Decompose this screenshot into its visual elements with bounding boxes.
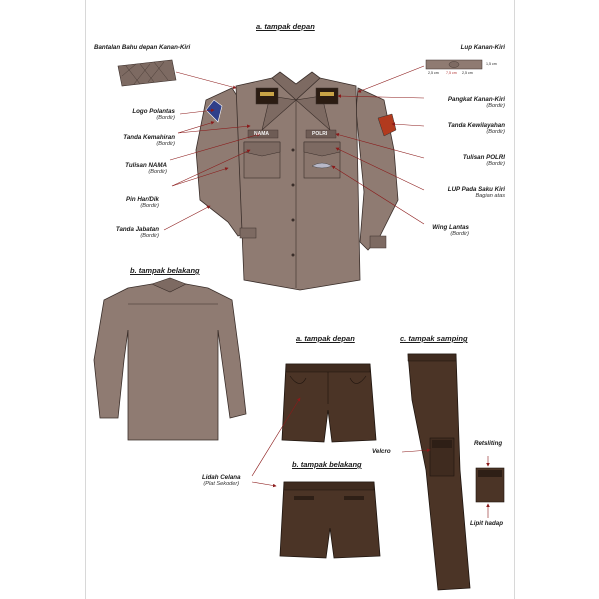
- label-wing-lantas-sub: (Bordir): [450, 231, 469, 237]
- label-shoulder-pad-title: Bantalan Bahu depan Kanan-Kiri: [94, 44, 191, 51]
- label-pangkat-sub: (Bordir): [486, 103, 505, 109]
- polri-tag-text: POLRI: [312, 131, 328, 137]
- label-kewilayahan-title: Tanda Kewilayahan: [447, 122, 505, 129]
- name-tag-text: NAMA: [254, 131, 269, 137]
- label-pin-hardik-sub: (Bordir): [140, 203, 159, 209]
- heading-pants-front: a. tampak depan: [296, 334, 355, 343]
- shoulder-pad-detail: [118, 60, 176, 86]
- label-wing-lantas: [432, 224, 469, 238]
- label-kewilayahan: [448, 122, 505, 136]
- label-tulisan-polri-sub: (Bordir): [486, 161, 505, 167]
- label-lup-saku: [448, 186, 505, 200]
- label-tanda-kemahiran: [123, 134, 175, 148]
- label-retsliting: Retsliting: [474, 440, 503, 447]
- label-pin-hardik-title: Pin Har/Dik: [125, 196, 159, 203]
- label-wing-lantas-title: Wing Lantas: [432, 224, 469, 231]
- label-tanda-jabatan: [116, 226, 159, 240]
- label-lup-saku-title: LUP Pada Saku Kiri: [447, 186, 505, 193]
- label-lup-title: Lup Kanan-Kiri: [460, 44, 505, 51]
- pants-front: [282, 364, 376, 442]
- label-tanda-kemahiran-title: Tanda Kemahiran: [123, 134, 175, 141]
- label-tulisan-nama-sub: (Bordir): [148, 169, 167, 175]
- label-lidah-celana: [202, 474, 241, 488]
- label-velcro: Velcro: [372, 448, 391, 455]
- heading-front-view: a. tampak depan: [256, 22, 315, 31]
- label-lup-saku-sub: Bagian atas: [475, 193, 505, 199]
- label-tulisan-nama: [125, 162, 167, 176]
- label-pin-hardik: [126, 196, 159, 210]
- shirt-back: [94, 278, 246, 440]
- label-tanda-jabatan-title: Tanda Jabatan: [115, 226, 159, 233]
- loop-dim-b: 2,5 cm: [462, 71, 473, 75]
- label-logo-polantas: [132, 108, 175, 122]
- label-tanda-kemahiran-sub: (Bordir): [156, 141, 175, 147]
- label-lidah-celana-title: Lidah Celana: [202, 474, 241, 481]
- label-kewilayahan-sub: (Bordir): [486, 129, 505, 135]
- shirt-front: [196, 72, 398, 290]
- label-lup: [461, 44, 505, 51]
- label-lidah-celana-sub: (Plat Sekoder): [203, 481, 240, 487]
- loop-dim-a: 2,5 cm: [428, 71, 439, 75]
- label-tulisan-polri: [463, 154, 505, 168]
- heading-back-view: b. tampak belakang: [130, 266, 200, 275]
- loop-dim-c: 1,5 cm: [486, 62, 497, 66]
- heading-pants-back: b. tampak belakang: [292, 460, 362, 469]
- heading-pants-side: c. tampak samping: [400, 334, 468, 343]
- loop-detail: [426, 60, 482, 69]
- label-tulisan-nama-title: Tulisan NAMA: [125, 162, 167, 169]
- label-logo-polantas-sub: (Bordir): [156, 115, 175, 121]
- pocket-detail: [476, 468, 504, 502]
- pants-side: [408, 354, 470, 590]
- label-lipit-hadap: Lipit hadap: [470, 520, 503, 527]
- label-pangkat-title: Pangkat Kanan-Kiri: [447, 96, 505, 103]
- label-tulisan-polri-title: Tulisan POLRI: [462, 154, 505, 161]
- label-shoulder-pad: [94, 44, 190, 51]
- label-logo-polantas-title: Logo Polantas: [132, 108, 175, 115]
- label-tanda-jabatan-sub: (Bordir): [140, 233, 159, 239]
- pants-back: [280, 482, 380, 558]
- loop-dim-d: 7,5 cm: [446, 71, 457, 75]
- label-pangkat: [448, 96, 505, 110]
